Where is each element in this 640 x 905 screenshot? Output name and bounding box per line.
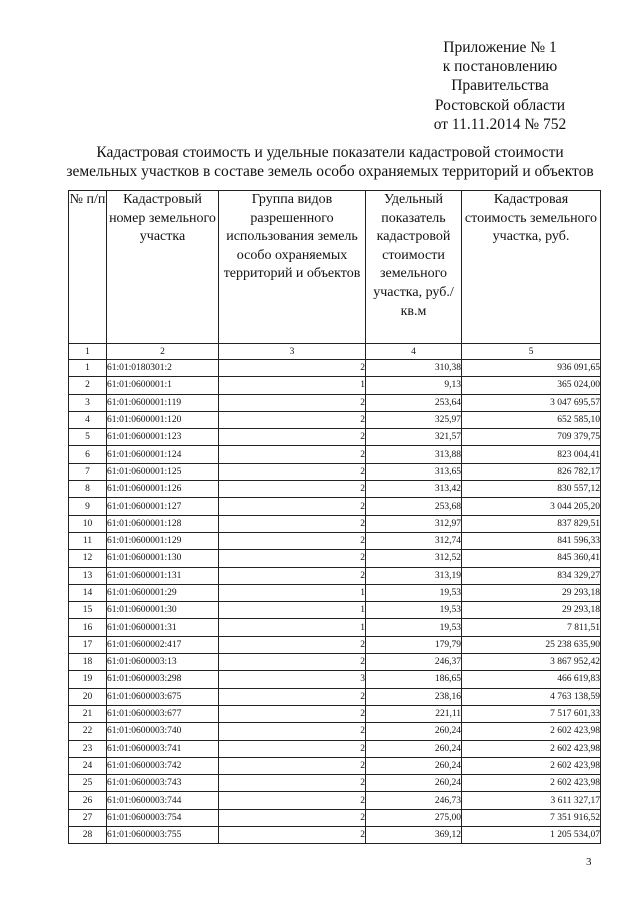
unit-value-cell: 186,65 xyxy=(366,671,462,688)
cadastral-cost-cell: 652 585,10 xyxy=(462,411,601,428)
cadastral-cost-cell: 2 602 423,98 xyxy=(462,775,601,792)
row-number-cell: 8 xyxy=(69,481,107,498)
row-number-cell: 5 xyxy=(69,429,107,446)
cadastral-cost-cell: 2 602 423,98 xyxy=(462,757,601,774)
title-line: Кадастровая стоимость и удельные показатели кадастровой стоимости xyxy=(96,144,564,161)
use-group-cell: 2 xyxy=(219,688,366,705)
unit-value-cell: 325,97 xyxy=(366,411,462,428)
row-number-cell: 27 xyxy=(69,809,107,826)
cadastral-number-cell: 61:01:0600003:13 xyxy=(107,654,219,671)
unit-value-cell: 19,53 xyxy=(366,602,462,619)
unit-value-cell: 253,68 xyxy=(366,498,462,515)
table-row xyxy=(69,688,601,705)
row-number-cell: 17 xyxy=(69,636,107,653)
row-number-cell: 6 xyxy=(69,446,107,463)
table-row xyxy=(69,515,601,532)
unit-value-cell: 260,24 xyxy=(366,740,462,757)
appendix-line: Ростовской области xyxy=(434,96,566,114)
use-group-cell: 2 xyxy=(219,429,366,446)
column-number: 5 xyxy=(462,344,601,360)
unit-value-cell: 313,65 xyxy=(366,463,462,480)
use-group-cell: 2 xyxy=(219,757,366,774)
cadastral-cost-cell: 834 329,27 xyxy=(462,567,601,584)
row-number-cell: 18 xyxy=(69,654,107,671)
table-row xyxy=(69,827,601,844)
cadastral-number-cell: 61:01:0600001:29 xyxy=(107,584,219,601)
use-group-cell: 2 xyxy=(219,481,366,498)
table-row xyxy=(69,463,601,480)
table-row xyxy=(69,411,601,428)
cadastral-cost-cell: 2 602 423,98 xyxy=(462,740,601,757)
cadastral-cost-cell: 7 517 601,33 xyxy=(462,705,601,722)
use-group-cell: 2 xyxy=(219,411,366,428)
column-number: 3 xyxy=(219,344,366,360)
header-cell-cadastral-cost: Кадастровая стоимость земельного участка, руб. xyxy=(462,191,601,344)
unit-value-cell: 9,13 xyxy=(366,377,462,394)
unit-value-cell: 253,64 xyxy=(366,394,462,411)
unit-value-cell: 321,57 xyxy=(366,429,462,446)
use-group-cell: 2 xyxy=(219,827,366,844)
cadastral-number-cell: 61:01:0600001:1 xyxy=(107,377,219,394)
appendix-block xyxy=(400,38,600,134)
appendix-line: от 11.11.2014 № 752 xyxy=(433,115,567,133)
table-row xyxy=(69,619,601,636)
unit-value-cell: 179,79 xyxy=(366,636,462,653)
cadastral-value-table xyxy=(68,190,601,844)
table-row xyxy=(69,757,601,774)
row-number-cell: 26 xyxy=(69,792,107,809)
row-number-cell: 14 xyxy=(69,584,107,601)
column-number: 1 xyxy=(69,344,107,360)
use-group-cell: 1 xyxy=(219,584,366,601)
cadastral-number-cell: 61:01:0600003:298 xyxy=(107,671,219,688)
cadastral-cost-cell: 365 024,00 xyxy=(462,377,601,394)
cadastral-cost-cell: 709 379,75 xyxy=(462,429,601,446)
cadastral-number-cell: 61:01:0600003:677 xyxy=(107,705,219,722)
table-row xyxy=(69,654,601,671)
header-cell-use-group: Группа видов разрешенного использования земель особо охраняемых территорий и объектов xyxy=(219,191,366,344)
page-number: 3 xyxy=(586,856,592,868)
cadastral-cost-cell: 2 602 423,98 xyxy=(462,723,601,740)
cadastral-number-cell: 61:01:0180301:2 xyxy=(107,360,219,377)
use-group-cell: 2 xyxy=(219,550,366,567)
row-number-cell: 22 xyxy=(69,723,107,740)
cadastral-number-cell: 61:01:0600003:754 xyxy=(107,809,219,826)
cadastral-number-cell: 61:01:0600001:31 xyxy=(107,619,219,636)
cadastral-cost-cell: 7 351 916,52 xyxy=(462,809,601,826)
header-cell-unit-value: Удельный показатель кадастровой стоимости земельного участка, руб./кв.м xyxy=(366,191,462,344)
appendix-line: Приложение № 1 xyxy=(443,39,557,56)
cadastral-number-cell: 61:01:0600001:30 xyxy=(107,602,219,619)
cadastral-number-cell: 61:01:0600001:124 xyxy=(107,446,219,463)
cadastral-number-cell: 61:01:0600003:741 xyxy=(107,740,219,757)
unit-value-cell: 313,42 xyxy=(366,481,462,498)
cadastral-number-cell: 61:01:0600001:130 xyxy=(107,550,219,567)
table-row xyxy=(69,550,601,567)
unit-value-cell: 313,19 xyxy=(366,567,462,584)
cadastral-cost-cell: 823 004,41 xyxy=(462,446,601,463)
unit-value-cell: 246,73 xyxy=(366,792,462,809)
row-number-cell: 4 xyxy=(69,411,107,428)
table-row xyxy=(69,567,601,584)
row-number-cell: 12 xyxy=(69,550,107,567)
cadastral-cost-cell: 25 238 635,90 xyxy=(462,636,601,653)
unit-value-cell: 312,74 xyxy=(366,532,462,549)
cadastral-number-cell: 61:01:0600001:127 xyxy=(107,498,219,515)
use-group-cell: 2 xyxy=(219,723,366,740)
cadastral-number-cell: 61:01:0600001:123 xyxy=(107,429,219,446)
use-group-cell: 2 xyxy=(219,636,366,653)
cadastral-number-cell: 61:01:0600003:740 xyxy=(107,723,219,740)
use-group-cell: 2 xyxy=(219,463,366,480)
use-group-cell: 1 xyxy=(219,602,366,619)
header-cell-cadastral-number: Кадастровый номер земельного участка xyxy=(107,191,219,344)
appendix-line: Правительства xyxy=(451,77,549,95)
table-row xyxy=(69,498,601,515)
use-group-cell: 2 xyxy=(219,446,366,463)
table-row xyxy=(69,481,601,498)
unit-value-cell: 310,38 xyxy=(366,360,462,377)
table-row xyxy=(69,360,601,377)
use-group-cell: 1 xyxy=(219,377,366,394)
use-group-cell: 2 xyxy=(219,394,366,411)
cadastral-cost-cell: 826 782,17 xyxy=(462,463,601,480)
table-row xyxy=(69,602,601,619)
cadastral-number-cell: 61:01:0600003:675 xyxy=(107,688,219,705)
title-line: земельных участков в составе земель особо охраняемых территорий и объектов xyxy=(66,163,594,180)
row-number-cell: 2 xyxy=(69,377,107,394)
cadastral-number-cell: 61:01:0600001:131 xyxy=(107,567,219,584)
column-number: 2 xyxy=(107,344,219,360)
row-number-cell: 13 xyxy=(69,567,107,584)
unit-value-cell: 260,24 xyxy=(366,757,462,774)
table-row xyxy=(69,377,601,394)
cadastral-cost-cell: 837 829,51 xyxy=(462,515,601,532)
cadastral-number-cell: 61:01:0600001:120 xyxy=(107,411,219,428)
row-number-cell: 7 xyxy=(69,463,107,480)
row-number-cell: 3 xyxy=(69,394,107,411)
row-number-cell: 10 xyxy=(69,515,107,532)
column-number-row xyxy=(69,344,601,360)
row-number-cell: 9 xyxy=(69,498,107,515)
table-row xyxy=(69,775,601,792)
table-row xyxy=(69,636,601,653)
table-row xyxy=(69,394,601,411)
cadastral-cost-cell: 3 044 205,20 xyxy=(462,498,601,515)
row-number-cell: 23 xyxy=(69,740,107,757)
cadastral-number-cell: 61:01:0600001:126 xyxy=(107,481,219,498)
table-row xyxy=(69,740,601,757)
cadastral-number-cell: 61:01:0600003:743 xyxy=(107,775,219,792)
unit-value-cell: 19,53 xyxy=(366,584,462,601)
cadastral-number-cell: 61:01:0600003:744 xyxy=(107,792,219,809)
unit-value-cell: 312,52 xyxy=(366,550,462,567)
cadastral-cost-cell: 830 557,12 xyxy=(462,481,601,498)
table-body xyxy=(69,360,601,844)
use-group-cell: 2 xyxy=(219,515,366,532)
use-group-cell: 2 xyxy=(219,705,366,722)
unit-value-cell: 238,16 xyxy=(366,688,462,705)
appendix-line: к постановлению xyxy=(442,58,558,76)
unit-value-cell: 312,97 xyxy=(366,515,462,532)
cadastral-cost-cell: 4 763 138,59 xyxy=(462,688,601,705)
cadastral-number-cell: 61:01:0600003:755 xyxy=(107,827,219,844)
table-row xyxy=(69,792,601,809)
use-group-cell: 1 xyxy=(219,619,366,636)
use-group-cell: 2 xyxy=(219,532,366,549)
table-row xyxy=(69,584,601,601)
cadastral-cost-cell: 3 867 952,42 xyxy=(462,654,601,671)
table-row xyxy=(69,532,601,549)
table-row xyxy=(69,446,601,463)
row-number-cell: 28 xyxy=(69,827,107,844)
row-number-cell: 24 xyxy=(69,757,107,774)
use-group-cell: 2 xyxy=(219,360,366,377)
cadastral-cost-cell: 1 205 534,07 xyxy=(462,827,601,844)
cadastral-number-cell: 61:01:0600003:742 xyxy=(107,757,219,774)
cadastral-number-cell: 61:01:0600001:125 xyxy=(107,463,219,480)
cadastral-number-cell: 61:01:0600001:129 xyxy=(107,532,219,549)
cadastral-cost-cell: 841 596,33 xyxy=(462,532,601,549)
header-row xyxy=(69,191,601,344)
row-number-cell: 1 xyxy=(69,360,107,377)
use-group-cell: 3 xyxy=(219,671,366,688)
cadastral-cost-cell: 29 293,18 xyxy=(462,602,601,619)
unit-value-cell: 369,12 xyxy=(366,827,462,844)
cadastral-cost-cell: 29 293,18 xyxy=(462,584,601,601)
use-group-cell: 2 xyxy=(219,775,366,792)
unit-value-cell: 260,24 xyxy=(366,775,462,792)
row-number-cell: 11 xyxy=(69,532,107,549)
cadastral-cost-cell: 466 619,83 xyxy=(462,671,601,688)
cadastral-cost-cell: 936 091,65 xyxy=(462,360,601,377)
cadastral-number-cell: 61:01:0600002:417 xyxy=(107,636,219,653)
cadastral-number-cell: 61:01:0600001:128 xyxy=(107,515,219,532)
unit-value-cell: 19,53 xyxy=(366,619,462,636)
row-number-cell: 20 xyxy=(69,688,107,705)
row-number-cell: 15 xyxy=(69,602,107,619)
cadastral-cost-cell: 845 360,41 xyxy=(462,550,601,567)
use-group-cell: 2 xyxy=(219,567,366,584)
use-group-cell: 2 xyxy=(219,654,366,671)
header-cell-number: № п/п xyxy=(69,191,107,344)
unit-value-cell: 246,37 xyxy=(366,654,462,671)
row-number-cell: 19 xyxy=(69,671,107,688)
table-row xyxy=(69,809,601,826)
use-group-cell: 2 xyxy=(219,498,366,515)
row-number-cell: 25 xyxy=(69,775,107,792)
row-number-cell: 16 xyxy=(69,619,107,636)
table-row xyxy=(69,705,601,722)
cadastral-cost-cell: 3 611 327,17 xyxy=(462,792,601,809)
cadastral-number-cell: 61:01:0600001:119 xyxy=(107,394,219,411)
table-row xyxy=(69,671,601,688)
table-row xyxy=(69,723,601,740)
row-number-cell: 21 xyxy=(69,705,107,722)
document-title xyxy=(60,143,600,181)
unit-value-cell: 313,88 xyxy=(366,446,462,463)
use-group-cell: 2 xyxy=(219,809,366,826)
unit-value-cell: 260,24 xyxy=(366,723,462,740)
cadastral-cost-cell: 7 811,51 xyxy=(462,619,601,636)
column-number: 4 xyxy=(366,344,462,360)
unit-value-cell: 221,11 xyxy=(366,705,462,722)
use-group-cell: 2 xyxy=(219,740,366,757)
unit-value-cell: 275,00 xyxy=(366,809,462,826)
cadastral-cost-cell: 3 047 695,57 xyxy=(462,394,601,411)
table-row xyxy=(69,429,601,446)
use-group-cell: 2 xyxy=(219,792,366,809)
